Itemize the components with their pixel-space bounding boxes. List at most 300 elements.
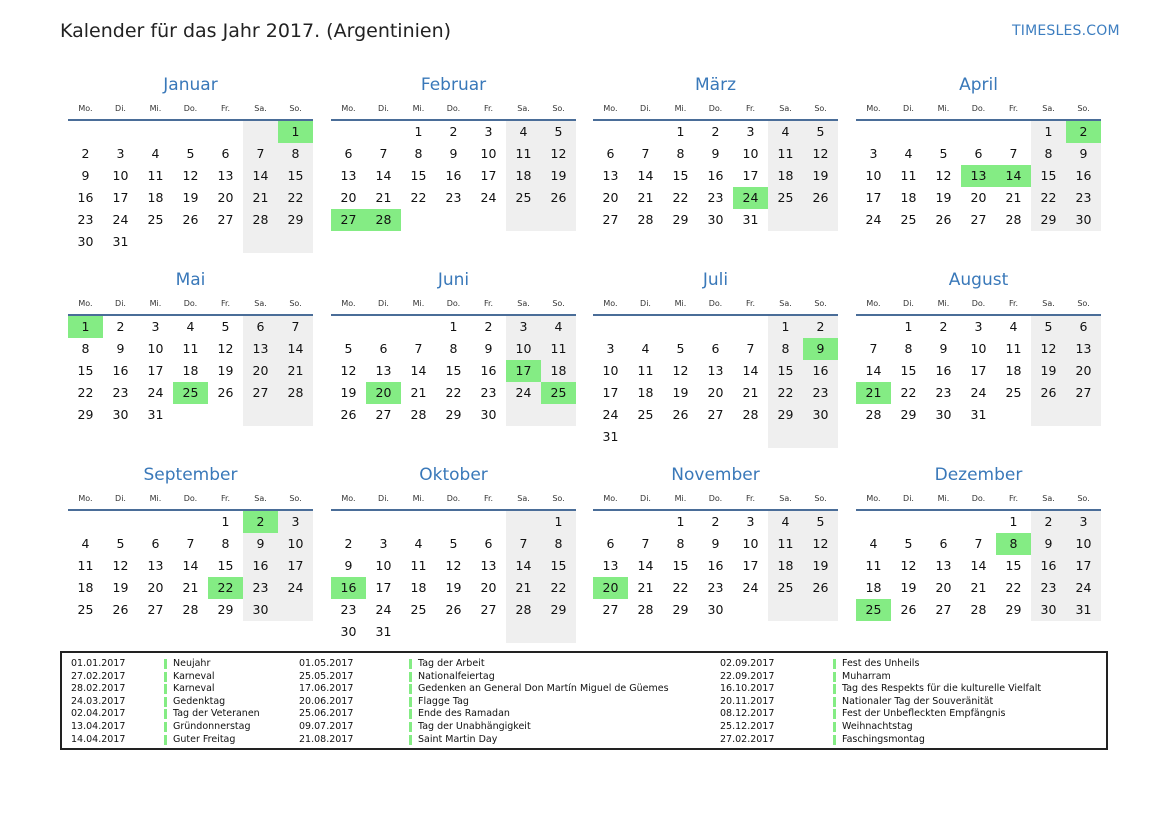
day-cell: 15 [777, 363, 794, 378]
day-cell: 24 [970, 385, 987, 400]
day-cell: 9 [711, 146, 720, 161]
day-cell: 2 [344, 536, 353, 551]
legend-date: 27.02.2017 [71, 670, 126, 682]
weekday-label: Sa. [517, 104, 530, 113]
weekday-label: So. [289, 104, 302, 113]
weekday-label: Mo. [78, 494, 93, 503]
weekday-label: Mi. [937, 104, 950, 113]
day-cell: 25 [777, 190, 794, 205]
day-cell: 26 [445, 602, 462, 617]
weekday-label: Mi. [149, 494, 162, 503]
day-cell: 28 [742, 407, 759, 422]
holiday-day-cell: 25 [173, 382, 208, 404]
weekday-label: Mo. [603, 104, 618, 113]
day-cell: 12 [550, 146, 567, 161]
day-cell: 10 [742, 146, 759, 161]
weekday-label: So. [814, 104, 827, 113]
weekday-label: Fr. [745, 494, 756, 503]
day-cell: 9 [711, 536, 720, 551]
day-cell: 14 [515, 558, 532, 573]
day-cell: 30 [707, 212, 724, 227]
day-cell: 21 [1005, 190, 1022, 205]
day-cell: 14 [287, 341, 304, 356]
day-cell: 11 [550, 341, 567, 356]
day-cell: 20 [1075, 363, 1092, 378]
weekday-label: Mi. [674, 299, 687, 308]
day-cell: 13 [707, 363, 724, 378]
day-cell: 23 [1075, 190, 1092, 205]
legend-holiday-name: Nationalfeiertag [418, 670, 495, 682]
weekday-label: So. [552, 299, 565, 308]
legend-marker [164, 709, 167, 719]
day-cell: 14 [252, 168, 269, 183]
day-cell: 30 [252, 602, 269, 617]
day-cell: 14 [865, 363, 882, 378]
month-name: April [959, 75, 998, 95]
weekday-header [856, 299, 1101, 311]
day-cell: 3 [869, 146, 878, 161]
day-cell: 4 [414, 536, 423, 551]
weekday-label: Fr. [483, 299, 494, 308]
weekday-label: Do. [708, 299, 723, 308]
legend-marker [164, 684, 167, 694]
day-cell: 3 [974, 319, 983, 334]
day-cell: 22 [672, 190, 689, 205]
day-cell: 8 [81, 341, 90, 356]
day-cell: 7 [379, 146, 388, 161]
day-cell: 2 [81, 146, 90, 161]
day-cell: 18 [777, 558, 794, 573]
day-cell: 12 [812, 146, 829, 161]
day-cell: 20 [217, 190, 234, 205]
day-cell: 12 [1040, 341, 1057, 356]
day-cell: 29 [1005, 602, 1022, 617]
day-cell: 21 [742, 385, 759, 400]
month-name: Januar [163, 75, 218, 95]
day-cell: 18 [637, 385, 654, 400]
legend-holiday-name: Neujahr [173, 658, 211, 669]
day-cell: 28 [515, 602, 532, 617]
brand-logo[interactable]: TIMESLES.COM [1012, 23, 1120, 39]
day-cell: 25 [147, 212, 164, 227]
day-cell: 6 [379, 341, 388, 356]
legend-marker [409, 672, 412, 682]
day-cell: 2 [711, 514, 720, 529]
day-cell: 21 [182, 580, 199, 595]
legend-marker [833, 722, 836, 732]
legend-date: 25.06.2017 [299, 708, 354, 720]
day-cell: 17 [147, 363, 164, 378]
day-cell: 2 [484, 319, 493, 334]
day-cell: 23 [480, 385, 497, 400]
legend-date: 08.12.2017 [720, 708, 775, 720]
day-cell: 11 [900, 168, 917, 183]
holiday-day-cell: 9 [803, 338, 838, 360]
day-cell: 4 [869, 536, 878, 551]
legend-marker [164, 697, 167, 707]
weekday-header [331, 299, 576, 311]
day-cell: 26 [900, 602, 917, 617]
day-cell: 7 [414, 341, 423, 356]
day-cell: 30 [112, 407, 129, 422]
legend-marker [409, 722, 412, 732]
day-cell: 26 [1040, 385, 1057, 400]
day-cell: 18 [900, 190, 917, 205]
weekday-label: Sa. [254, 104, 267, 113]
day-cell: 25 [637, 407, 654, 422]
day-cell: 26 [812, 580, 829, 595]
day-cell: 13 [217, 168, 234, 183]
day-cell: 26 [340, 407, 357, 422]
day-cell: 26 [672, 407, 689, 422]
day-cell: 15 [672, 558, 689, 573]
legend-date: 02.04.2017 [71, 708, 126, 720]
legend-marker [164, 659, 167, 669]
weekday-label: Fr. [483, 104, 494, 113]
legend-holiday-name: Tag der Arbeit [418, 658, 485, 669]
day-cell: 18 [410, 580, 427, 595]
day-cell: 19 [935, 190, 952, 205]
weekday-label: Fr. [745, 104, 756, 113]
weekday-label: Fr. [1008, 104, 1019, 113]
day-cell: 19 [812, 168, 829, 183]
legend-holiday-name: Muharram [842, 670, 891, 682]
holiday-day-cell: 21 [856, 382, 891, 404]
day-cell: 12 [672, 363, 689, 378]
holiday-day-cell: 25 [856, 599, 891, 621]
day-cell: 29 [287, 212, 304, 227]
day-cell: 15 [1040, 168, 1057, 183]
day-cell: 13 [147, 558, 164, 573]
day-cell: 9 [81, 168, 90, 183]
day-cell: 6 [606, 146, 615, 161]
legend-holiday-name: Gedenken an General Don Martín Miguel de Güemes [418, 683, 669, 695]
day-cell: 13 [375, 363, 392, 378]
day-cell: 5 [186, 146, 195, 161]
weekday-header [68, 104, 313, 116]
day-cell: 28 [865, 407, 882, 422]
day-cell: 6 [344, 146, 353, 161]
day-cell: 30 [340, 624, 357, 639]
legend-marker [409, 684, 412, 694]
legend-marker [164, 672, 167, 682]
day-cell: 8 [291, 146, 300, 161]
day-cell: 29 [672, 212, 689, 227]
day-cell: 3 [746, 124, 755, 139]
day-cell: 9 [484, 341, 493, 356]
day-cell: 4 [151, 146, 160, 161]
legend-date: 09.07.2017 [299, 721, 354, 732]
legend-date: 13.04.2017 [71, 721, 126, 732]
day-cell: 12 [182, 168, 199, 183]
day-cell: 19 [112, 580, 129, 595]
day-cell: 16 [707, 558, 724, 573]
weekday-label: Sa. [1042, 104, 1055, 113]
weekday-label: Di. [640, 494, 651, 503]
day-cell: 23 [707, 580, 724, 595]
weekday-label: Di. [378, 494, 389, 503]
day-cell: 1 [781, 319, 790, 334]
weekday-label: Mo. [78, 299, 93, 308]
weekday-header [331, 104, 576, 116]
day-cell: 24 [375, 602, 392, 617]
legend-date: 01.01.2017 [71, 658, 126, 669]
legend-holiday-name: Tag des Respekts für die kulturelle Vielfalt [842, 683, 1042, 695]
weekday-label: Mi. [937, 494, 950, 503]
day-cell: 3 [519, 319, 528, 334]
day-cell: 28 [287, 385, 304, 400]
day-cell: 17 [287, 558, 304, 573]
day-cell: 6 [974, 146, 983, 161]
weekday-label: Fr. [1008, 494, 1019, 503]
day-cell: 26 [935, 212, 952, 227]
legend-marker [164, 722, 167, 732]
day-cell: 23 [935, 385, 952, 400]
day-cell: 3 [116, 146, 125, 161]
weekday-label: So. [552, 494, 565, 503]
day-cell: 8 [781, 341, 790, 356]
day-cell: 18 [550, 363, 567, 378]
weekday-label: So. [552, 104, 565, 113]
weekday-label: So. [289, 299, 302, 308]
day-cell: 31 [602, 429, 619, 444]
day-cell: 10 [1075, 536, 1092, 551]
day-cell: 22 [1040, 190, 1057, 205]
weekday-label: So. [1077, 299, 1090, 308]
legend-holiday-name: Nationaler Tag der Souveränität [842, 695, 994, 707]
weekday-label: Do. [446, 104, 461, 113]
day-cell: 1 [449, 319, 458, 334]
day-cell: 12 [340, 363, 357, 378]
weekday-label: Do. [708, 104, 723, 113]
weekday-label: Sa. [779, 299, 792, 308]
weekday-label: Do. [183, 494, 198, 503]
day-cell: 24 [515, 385, 532, 400]
weekday-label: Di. [115, 104, 126, 113]
day-cell: 14 [410, 363, 427, 378]
day-cell: 6 [484, 536, 493, 551]
day-cell: 31 [112, 234, 129, 249]
day-cell: 7 [641, 146, 650, 161]
day-cell: 5 [676, 341, 685, 356]
day-cell: 6 [151, 536, 160, 551]
day-cell: 21 [637, 190, 654, 205]
day-cell: 11 [515, 146, 532, 161]
day-cell: 11 [1005, 341, 1022, 356]
legend-marker [833, 709, 836, 719]
day-cell: 19 [445, 580, 462, 595]
day-cell: 14 [637, 168, 654, 183]
weekday-label: Mi. [937, 299, 950, 308]
day-cell: 28 [1005, 212, 1022, 227]
day-cell: 11 [637, 363, 654, 378]
day-cell: 5 [816, 514, 825, 529]
day-cell: 8 [414, 146, 423, 161]
day-cell: 13 [340, 168, 357, 183]
day-cell: 17 [602, 385, 619, 400]
day-cell: 20 [252, 363, 269, 378]
day-cell: 24 [147, 385, 164, 400]
day-cell: 28 [637, 602, 654, 617]
day-cell: 18 [515, 168, 532, 183]
legend-date: 22.09.2017 [720, 670, 775, 682]
weekday-label: Mo. [866, 104, 881, 113]
day-cell: 24 [480, 190, 497, 205]
day-cell: 27 [375, 407, 392, 422]
day-cell: 3 [291, 514, 300, 529]
weekday-header [593, 494, 838, 506]
weekday-label: Di. [903, 494, 914, 503]
day-cell: 14 [375, 168, 392, 183]
day-cell: 10 [970, 341, 987, 356]
day-cell: 21 [637, 580, 654, 595]
day-cell: 6 [606, 536, 615, 551]
day-cell: 14 [742, 363, 759, 378]
day-cell: 11 [865, 558, 882, 573]
holiday-day-cell: 1 [68, 316, 103, 338]
day-cell: 29 [672, 602, 689, 617]
day-cell: 23 [112, 385, 129, 400]
weekday-label: So. [814, 494, 827, 503]
day-cell: 31 [970, 407, 987, 422]
day-cell: 5 [939, 146, 948, 161]
day-cell: 7 [519, 536, 528, 551]
weekday-label: Sa. [1042, 299, 1055, 308]
day-cell: 29 [445, 407, 462, 422]
weekday-label: Mo. [78, 104, 93, 113]
day-cell: 21 [287, 363, 304, 378]
day-cell: 8 [1044, 146, 1053, 161]
day-cell: 27 [217, 212, 234, 227]
day-cell: 22 [287, 190, 304, 205]
legend-date: 17.06.2017 [299, 683, 354, 695]
legend-date: 01.05.2017 [299, 658, 354, 669]
month-name: März [695, 75, 736, 95]
day-cell: 21 [410, 385, 427, 400]
day-cell: 10 [480, 146, 497, 161]
month-name: Juni [437, 270, 470, 290]
weekday-label: Do. [708, 494, 723, 503]
day-cell: 1 [554, 514, 563, 529]
day-cell: 1 [676, 514, 685, 529]
day-cell: 12 [217, 341, 234, 356]
day-cell: 10 [375, 558, 392, 573]
weekday-label: Do. [971, 494, 986, 503]
day-cell: 4 [904, 146, 913, 161]
day-cell: 18 [777, 168, 794, 183]
day-cell: 21 [515, 580, 532, 595]
holiday-day-cell: 2 [1066, 121, 1101, 143]
day-cell: 10 [602, 363, 619, 378]
day-cell: 1 [221, 514, 230, 529]
day-cell: 4 [1009, 319, 1018, 334]
day-cell: 16 [812, 363, 829, 378]
day-cell: 18 [182, 363, 199, 378]
day-cell: 29 [900, 407, 917, 422]
day-cell: 2 [816, 319, 825, 334]
weekday-label: Do. [446, 494, 461, 503]
day-cell: 23 [707, 190, 724, 205]
weekday-label: Mi. [149, 104, 162, 113]
day-cell: 24 [112, 212, 129, 227]
day-cell: 25 [77, 602, 94, 617]
day-cell: 23 [340, 602, 357, 617]
day-cell: 12 [112, 558, 129, 573]
month-name: Juli [702, 270, 729, 290]
legend-marker [409, 659, 412, 669]
legend-marker [833, 697, 836, 707]
day-cell: 28 [970, 602, 987, 617]
weekday-label: Di. [903, 104, 914, 113]
legend-date: 02.09.2017 [720, 658, 775, 669]
day-cell: 9 [939, 341, 948, 356]
day-cell: 7 [291, 319, 300, 334]
day-cell: 17 [742, 168, 759, 183]
day-cell: 15 [550, 558, 567, 573]
day-cell: 7 [186, 536, 195, 551]
day-cell: 8 [904, 341, 913, 356]
month-name: August [948, 270, 1009, 290]
day-cell: 17 [112, 190, 129, 205]
day-cell: 25 [515, 190, 532, 205]
legend-holiday-name: Fest des Unheils [842, 658, 920, 669]
legend-date: 25.05.2017 [299, 670, 354, 682]
legend-marker [833, 684, 836, 694]
day-cell: 22 [672, 580, 689, 595]
day-cell: 18 [1005, 363, 1022, 378]
legend-marker [164, 735, 167, 745]
day-cell: 9 [449, 146, 458, 161]
day-cell: 30 [707, 602, 724, 617]
day-cell: 6 [939, 536, 948, 551]
weekday-header [856, 494, 1101, 506]
weekday-label: Fr. [220, 494, 231, 503]
legend-date: 20.11.2017 [720, 695, 775, 707]
day-cell: 5 [554, 124, 563, 139]
legend-marker [833, 672, 836, 682]
day-cell: 1 [676, 124, 685, 139]
day-cell: 23 [445, 190, 462, 205]
holiday-legend [60, 651, 1108, 750]
day-cell: 17 [742, 558, 759, 573]
day-cell: 17 [865, 190, 882, 205]
holiday-day-cell: 20 [366, 382, 401, 404]
weekday-label: So. [289, 494, 302, 503]
weekday-label: Mo. [341, 104, 356, 113]
day-cell: 19 [217, 363, 234, 378]
weekday-label: Mo. [603, 299, 618, 308]
day-cell: 11 [182, 341, 199, 356]
day-cell: 13 [602, 558, 619, 573]
weekday-label: Do. [183, 299, 198, 308]
weekday-header [68, 299, 313, 311]
day-cell: 12 [812, 536, 829, 551]
day-cell: 15 [672, 168, 689, 183]
month-name: Dezember [934, 465, 1023, 485]
day-cell: 29 [777, 407, 794, 422]
day-cell: 8 [676, 536, 685, 551]
day-cell: 26 [112, 602, 129, 617]
weekday-label: Sa. [517, 299, 530, 308]
day-cell: 23 [77, 212, 94, 227]
day-cell: 23 [252, 580, 269, 595]
day-cell: 26 [812, 190, 829, 205]
day-cell: 16 [1040, 558, 1057, 573]
day-cell: 7 [1009, 146, 1018, 161]
day-cell: 9 [1079, 146, 1088, 161]
day-cell: 5 [904, 536, 913, 551]
weekday-label: Mo. [341, 299, 356, 308]
